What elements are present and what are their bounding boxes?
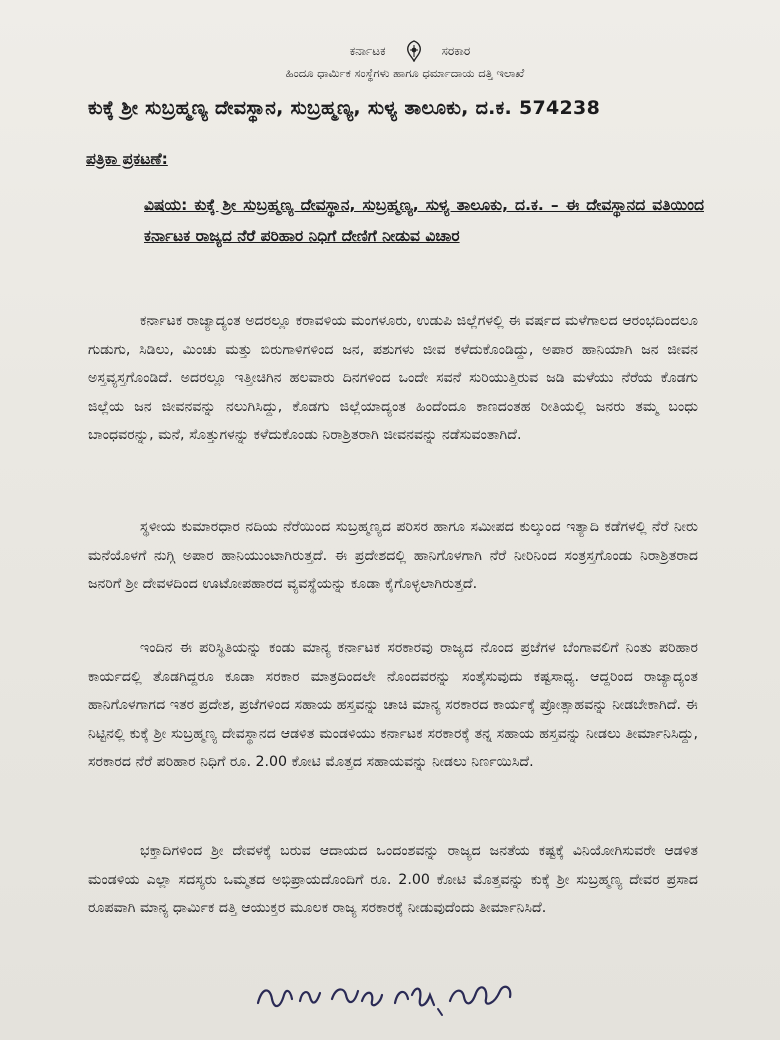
gov-left-label: ಕರ್ನಾಟಕ xyxy=(349,43,386,58)
department-name: ಹಿಂದೂ ಧಾರ್ಮಿಕ ಸಂಸ್ಥೆಗಳು ಹಾಗೂ ಧರ್ಮಾದಾಯ ದತ್ತಿ ಇಲಾಖೆ xyxy=(285,66,525,80)
paragraph-1: ಕರ್ನಾಟಕ ರಾಜ್ಯಾದ್ಯಂತ ಅದರಲ್ಲೂ ಕರಾವಳಿಯ ಮಂಗಳೂರು, ಉಡುಪಿ ಜಿಲ್ಲೆಗಳಲ್ಲಿ ಈ ವರ್ಷದ ಮಳೆಗಾಲದ ಆರಂಭದಿಂದಲೂ ಗುಡುಗು, ಸಿಡಿಲು, ಮಿಂಚು ಮತ್ತು ಬಿರುಗಾಳಿಗಳಿಂದ ಜನ, ಪಶುಗಳು ಜೀವ ಕಳೆದುಕೊಂಡಿದ್ದು, ಅಪಾರ ಹಾನಿಯಾಗಿ ಜನ ಜೀವನ ಅಸ್ತವ್ಯಸ್ತಗೊಂಡಿದೆ. ಅದರಲ್ಲೂ ಇತ್ತೀಚಿಗಿನ ಹಲವಾರು ದಿನಗಳಿಂದ ಒಂದೇ ಸವನೆ ಸುರಿಯುತ್ತಿರುವ ಜಡಿ ಮಳೆಯು ನೆರೆಯ ಕೊಡಗು ಜಿಲ್ಲೆಯ ಜನ ಜೀವನವನ್ನು ನಲುಗಿಸಿದ್ದು, ಕೊಡಗು ಜಿಲ್ಲೆಯಾದ್ಯಂತ ಹಿಂದೆಂದೂ ಕಾಣದಂತಹ ರೀತಿಯಲ್ಲಿ ಜನರು ತಮ್ಮ ಬಂಧು ಬಾಂಧವರನ್ನು, ಮನೆ, ಸೊತ್ತುಗಳನ್ನು ಕಳೆದುಕೊಂಡು ನಿರಾಶ್ರಿತರಾಗಿ ಜೀವನವನ್ನು ನಡೆಸುವಂತಾಗಿದೆ. xyxy=(88,313,698,444)
subject-line: ವಿಷಯ: ಕುಕ್ಕೆ ಶ್ರೀ ಸುಬ್ರಹ್ಮಣ್ಯ ದೇವಸ್ಥಾನ, ಸುಬ್ರಹ್ಮಣ್ಯ, ಸುಳ್ಯ ತಾಲೂಕು, ದ.ಕ. – ಈ ದೇವಸ್ಥಾನದ ವತಿಯಿಂದ ಕರ್ನಾಟಕ ರಾಜ್ಯದ ನೆರೆ ಪರಿಹಾರ ನಿಧಿಗೆ ದೇಣಿಗೆ ನೀಡುವ ವಿಚಾರ xyxy=(144,196,704,245)
government-line xyxy=(40,40,780,62)
paragraph-2: ಸ್ಥಳೀಯ ಕುಮಾರಧಾರ ನದಿಯ ನೆರೆಯಿಂದ ಸುಬ್ರಹ್ಮಣ್ಯದ ಪರಿಸರ ಹಾಗೂ ಸಮೀಪದ ಕುಲ್ಕುಂದ ಇತ್ಯಾದಿ ಕಡೆಗಳಲ್ಲಿ ನೆರೆ ನೀರು ಮನೆಯೊಳಗೆ ನುಗ್ಗಿ ಅಪಾರ ಹಾನಿಯುಂಟಾಗಿರುತ್ತದೆ. ಈ ಪ್ರದೇಶದಲ್ಲಿ ಹಾನಿಗೊಳಗಾಗಿ ನೆರೆ ನೀರಿನಿಂದ ಸಂತ್ರಸ್ತಗೊಂಡು ನಿರಾಶ್ರಿತರಾದ ಜನರಿಗೆ ಶ್ರೀ ದೇವಳದಿಂದ ಊಟೋಪಹಾರದ ವ್ಯವಸ್ಥೆಯನ್ನು ಕೂಡಾ ಕೈಗೊಳ್ಳಲಾಗಿರುತ್ತದೆ. xyxy=(88,519,698,593)
letterhead xyxy=(0,40,780,81)
handwritten-signature xyxy=(250,965,550,1025)
press-release-label: ಪತ್ರಿಕಾ ಪ್ರಕಟಣೆ: xyxy=(86,150,168,168)
institution-title: ಕುಕ್ಕೆ ಶ್ರೀ ಸುಬ್ರಹ್ಮಣ್ಯ ದೇವಸ್ಥಾನ, ಸುಬ್ರಹ್ಮಣ್ಯ, ಸುಳ್ಯ ತಾಲೂಕು, ದ.ಕ. 574238 xyxy=(88,97,601,119)
gov-right-label: ಸರಕಾರ xyxy=(441,43,471,58)
paragraph-4: ಭಕ್ತಾದಿಗಳಿಂದ ಶ್ರೀ ದೇವಳಕ್ಕೆ ಬರುವ ಆದಾಯದ ಒಂದಂಶವನ್ನು ರಾಜ್ಯದ ಜನತೆಯ ಕಷ್ಟಕ್ಕೆ ವಿನಿಯೋಗಿಸುವರೇ ಆಡಳಿತ ಮಂಡಳಿಯ ಎಲ್ಲಾ ಸದಸ್ಯರು ಒಮ್ಮತದ ಅಭಿಪ್ರಾಯದೊಂದಿಗೆ ರೂ. 2.00 ಕೋಟಿ ಮೊತ್ತವನ್ನು ಕುಕ್ಕೆ ಶ್ರೀ ಸುಬ್ರಹ್ಮಣ್ಯ ದೇವರ ಪ್ರಸಾದ ರೂಪವಾಗಿ ಮಾನ್ಯ ಧಾರ್ಮಿಕ ದತ್ತಿ ಆಯುಕ್ತರ ಮೂಲಕ ರಾಜ್ಯ ಸರಕಾರಕ್ಕೆ ನೀಡುವುದೆಂದು ತೀರ್ಮಾನಿಸಿದೆ. xyxy=(88,843,698,917)
paragraph-3: ಇಂದಿನ ಈ ಪರಿಸ್ಥಿತಿಯನ್ನು ಕಂಡು ಮಾನ್ಯ ಕರ್ನಾಟಕ ಸರಕಾರವು ರಾಜ್ಯದ ನೊಂದ ಪ್ರಜೆಗಳ ಬೆಂಗಾವಲಿಗೆ ನಿಂತು ಪರಿಹಾರ ಕಾರ್ಯದಲ್ಲಿ ತೊಡಗಿದ್ದರೂ ಕೂಡಾ ಸರಕಾರ ಮಾತ್ರದಿಂದಲೇ ನೊಂದವರನ್ನು ಸಂತೈಸುವುದು ಕಷ್ಟಸಾಧ್ಯ. ಆದ್ದರಿಂದ ರಾಜ್ಯಾದ್ಯಂತ ಹಾನಿಗೊಳಗಾಗದ ಇತರ ಪ್ರದೇಶ, ಪ್ರಜೆಗಳಿಂದ ಸಹಾಯ ಹಸ್ತವನ್ನು ಚಾಚಿ ಮಾನ್ಯ ಸರಕಾರದ ಕಾರ್ಯಕ್ಕೆ ಪ್ರೋತ್ಸಾಹವನ್ನು ನೀಡಬೇಕಾಗಿದೆ. ಈ ನಿಟ್ಟಿನಲ್ಲಿ ಕುಕ್ಕೆ ಶ್ರೀ ಸುಬ್ರಹ್ಮಣ್ಯ ದೇವಸ್ಥಾನದ ಆಡಳಿತ ಮಂಡಳಿಯು ಕರ್ನಾಟಕ ಸರಕಾರಕ್ಕೆ ತನ್ನ ಸಹಾಯ ಹಸ್ತವನ್ನು ನೀಡಲು ತೀರ್ಮಾನಿಸಿದ್ದು, ಸರಕಾರದ ನೆರೆ ಪರಿಹಾರ ನಿಧಿಗೆ ರೂ. 2.00 ಕೋಟಿ ಮೊತ್ತದ ಸಹಾಯವನ್ನು ನೀಡಲು ನಿರ್ಣಯಿಸಿದೆ. xyxy=(88,640,698,771)
state-emblem-icon xyxy=(404,40,424,62)
